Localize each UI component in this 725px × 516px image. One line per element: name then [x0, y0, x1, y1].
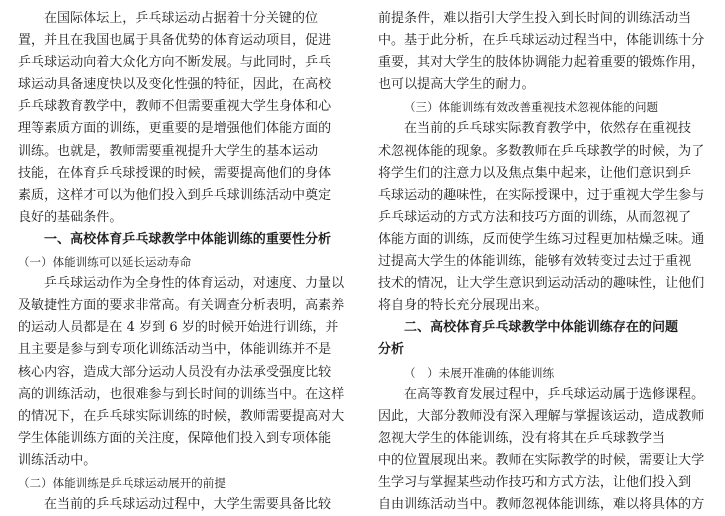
body-text-line: 训练活动中。 — [18, 452, 97, 468]
body-text-line: 乒乓球运动向着大众化方向不断发展。与此同时，乒乓 — [18, 55, 332, 71]
section-heading-continued: 分析 — [378, 342, 405, 358]
body-text-line: 因此，大部分教师没有深入理解与掌握该运动，造成教师 — [378, 408, 705, 424]
body-text-line: 术忽视体能的现象。多数教师在乒乓球教学的时候，为了 — [378, 143, 705, 159]
body-text-line: 乓球运动的趣味性，在实际授课中，过于重视大学生参与 — [378, 187, 705, 203]
right-column — [378, 8, 708, 516]
body-text-line: 重要，其对大学生的肢体协调能力起着重要的锻炼作用， — [378, 55, 705, 71]
body-text-line: 核心内容，造成大部分运动人员没有办法承受强度比较 — [18, 364, 332, 380]
body-text-line: 中的位置展现出来。教师在实际教学的时候，需要让大学 — [378, 452, 705, 468]
body-text-line: 且主要是参与到专项化训练活动当中，体能训练并不是 — [18, 342, 332, 358]
body-text-line: 在当前的乒乓球实际教育教学中，依然存在重视技 — [404, 121, 692, 137]
body-text-line: 训练。也就是，教师需要重视提升大学生的基本运动 — [18, 143, 319, 159]
body-text-line: 中。基于此分析，在乒乓球运动过程当中，体能训练十分 — [378, 33, 705, 49]
body-text-line: 学生体能训练方面的关注度，保障他们投入到专项体能 — [18, 430, 332, 446]
body-text-line: 良好的基础条件。 — [18, 209, 123, 225]
subsection-heading: （ ）未展开准确的体能训练 — [404, 365, 555, 380]
body-text-line: 乒乓球运动的方式方法和技巧方面的训练，从而忽视了 — [378, 209, 692, 225]
body-text-line: 将自身的特长充分展现出来。 — [378, 298, 548, 314]
body-text-line: 将学生们的注意力以及焦点集中起来，让他们意识到乒 — [378, 165, 692, 181]
body-text-line: 技术的情况，让大学生意识到运动活动的趣味性，让他们 — [378, 276, 705, 292]
section-heading: 二、高校体育乒乓球教学中体能训练存在的问题 — [404, 320, 679, 336]
body-text-line: 高的训练活动，也很难参与到长时间的训练当中。在这样 — [18, 386, 345, 402]
body-text-line: 在当前的乒乓球运动过程中，大学生需要具备比较 — [44, 497, 332, 513]
body-text-line: 球运动具备速度快以及变化性强的特征，因此，在高校 — [18, 77, 332, 93]
body-text-line: 置，并且在我国也属于具备优势的体育运动项目，促进 — [18, 33, 332, 49]
body-text-line: 在国际体坛上，乒乓球运动占据着十分关键的位 — [44, 11, 319, 26]
subsection-heading: （二）体能训练是乒乓球运动展开的前提 — [18, 475, 226, 490]
body-text-line: 也可以提高大学生的耐力。 — [378, 77, 535, 93]
body-text-line: 技能，在体育乒乓球授课的时候，需要提高他们的身体 — [18, 165, 332, 181]
body-text-line: 理等素质方面的训练，更重要的是增强他们体能方面的 — [18, 121, 332, 137]
body-text-line: 忽视大学生的体能训练，没有将其在乒乓球教学当 — [378, 430, 666, 446]
section-heading: 一、高校体育乒乓球教学中体能训练的重要性分析 — [44, 231, 332, 247]
body-text-line: 的情况下，在乒乓球实际训练的时候，教师需要提高对大 — [18, 408, 345, 424]
body-text-line: 乒乓球教育教学中，教师不但需要重视大学生身体和心 — [18, 99, 332, 115]
body-text-line: 自由训练活动当中。教师忽视体能训练，难以将具体的方 — [378, 497, 705, 513]
left-column — [18, 8, 358, 516]
body-text-line: 体能方面的训练，反而使学生练习过程更加枯燥乏味。通 — [378, 231, 705, 247]
body-text-line: 前提条件，难以指引大学生投入到长时间的训练活动当 — [378, 11, 692, 26]
body-text-line: 的运动人员都是在 4 岁到 6 岁的时候开始进行训练，并 — [18, 320, 339, 336]
body-text-line: 乒乓球运动作为全身性的体育运动，对速度、力量以 — [44, 276, 345, 292]
body-text-line: 及敏捷性方面的要求非常高。有关调查分析表明，高素养 — [18, 298, 345, 314]
body-text-line: 过提高大学生的体能训练，能够有效转变过去过于重视 — [378, 254, 692, 270]
body-text-line: 在高等教育发展过程中，乒乓球运动属于选修课程。 — [404, 386, 705, 402]
subsection-heading: （三）体能训练有效改善重视技术忽视体能的问题 — [404, 100, 659, 115]
body-text-line: 素质，这样才可以为他们投入到乒乓球训练活动中奠定 — [18, 187, 332, 203]
subsection-heading: （一）体能训练可以延长运动寿命 — [18, 255, 192, 270]
body-text-line: 生学习与掌握某些动作技巧和方式方法，让他们投入到 — [378, 474, 692, 490]
